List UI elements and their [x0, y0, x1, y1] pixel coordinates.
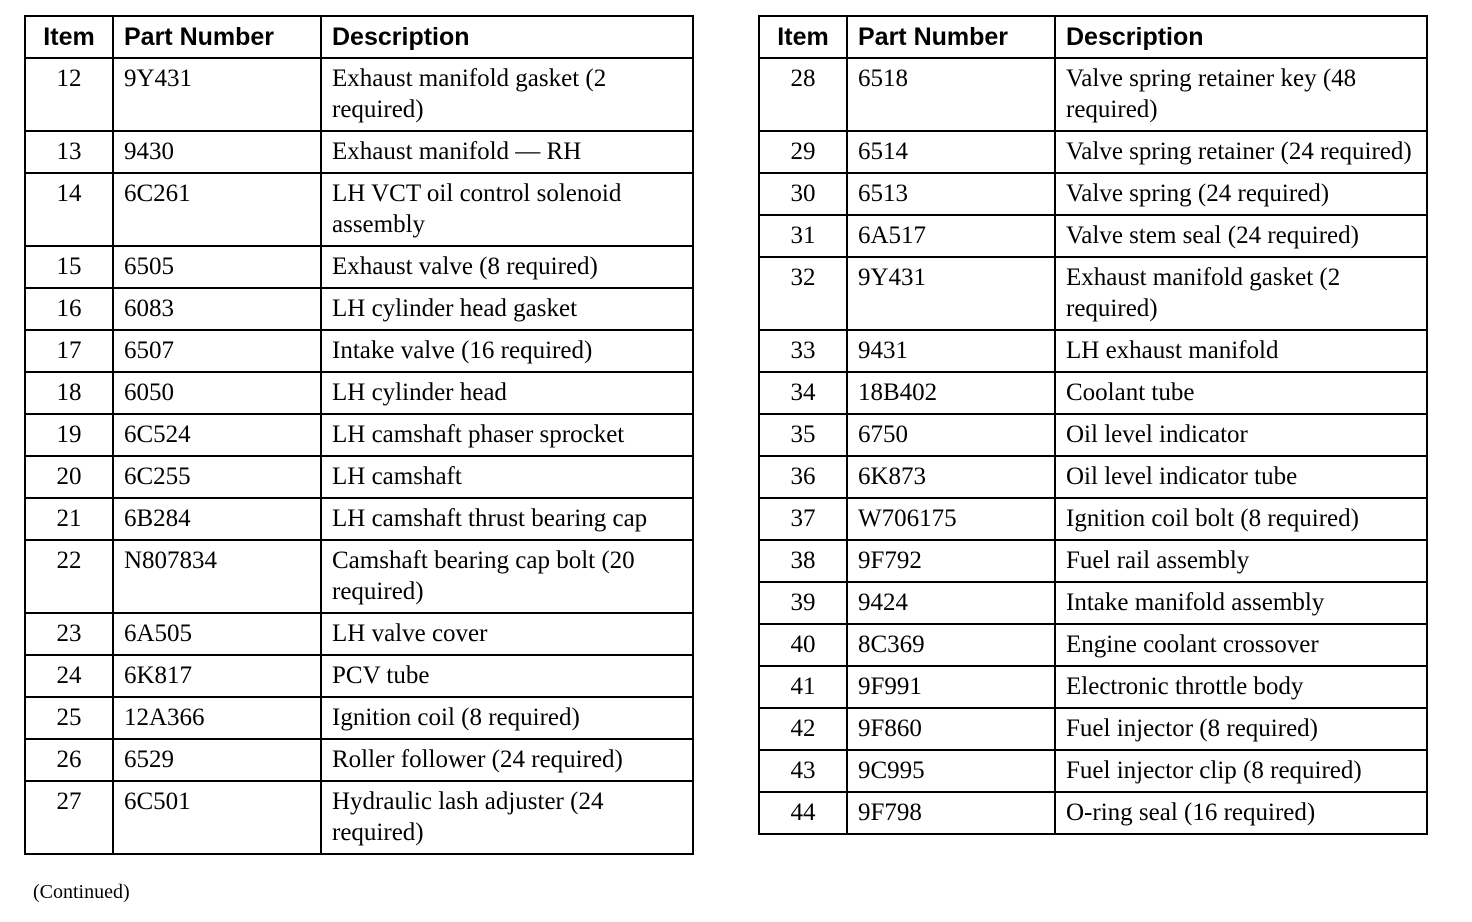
- table-row: [25, 414, 693, 456]
- table-row: [759, 330, 1427, 372]
- column-header-part-number: Part Number: [847, 16, 1055, 58]
- part-number-cell: 6C255: [113, 456, 321, 498]
- item-cell: 37: [759, 498, 847, 540]
- table-row: [759, 498, 1427, 540]
- item-cell: 19: [25, 414, 113, 456]
- item-cell: 25: [25, 697, 113, 739]
- description-cell: O-ring seal (16 required): [1055, 792, 1427, 834]
- item-cell: 38: [759, 540, 847, 582]
- item-cell: 22: [25, 540, 113, 613]
- description-cell: Fuel injector (8 required): [1055, 708, 1427, 750]
- item-cell: 17: [25, 330, 113, 372]
- description-cell: Ignition coil (8 required): [321, 697, 693, 739]
- description-cell: Valve stem seal (24 required): [1055, 215, 1427, 257]
- description-cell: LH valve cover: [321, 613, 693, 655]
- item-cell: 30: [759, 173, 847, 215]
- item-cell: 27: [25, 781, 113, 854]
- column-header-item: Item: [25, 16, 113, 58]
- part-number-cell: 6A505: [113, 613, 321, 655]
- table-header-row: [25, 16, 693, 58]
- item-cell: 40: [759, 624, 847, 666]
- item-cell: 36: [759, 456, 847, 498]
- table-row: [25, 498, 693, 540]
- item-cell: 12: [25, 58, 113, 131]
- column-header-part-number: Part Number: [113, 16, 321, 58]
- description-cell: LH cylinder head gasket: [321, 288, 693, 330]
- part-number-cell: 9430: [113, 131, 321, 173]
- item-cell: 44: [759, 792, 847, 834]
- table-row: [25, 173, 693, 246]
- description-cell: Electronic throttle body: [1055, 666, 1427, 708]
- table-row: [759, 131, 1427, 173]
- item-cell: 18: [25, 372, 113, 414]
- part-number-cell: 6513: [847, 173, 1055, 215]
- table-row: [25, 781, 693, 854]
- description-cell: Intake manifold assembly: [1055, 582, 1427, 624]
- item-cell: 42: [759, 708, 847, 750]
- description-cell: Valve spring (24 required): [1055, 173, 1427, 215]
- part-number-cell: 6C524: [113, 414, 321, 456]
- item-cell: 31: [759, 215, 847, 257]
- item-cell: 24: [25, 655, 113, 697]
- part-number-cell: 6B284: [113, 498, 321, 540]
- item-cell: 34: [759, 372, 847, 414]
- part-number-cell: 6083: [113, 288, 321, 330]
- description-cell: Exhaust manifold gasket (2 required): [321, 58, 693, 131]
- table-row: [759, 257, 1427, 330]
- part-number-cell: 9Y431: [847, 257, 1055, 330]
- continued-note: (Continued): [33, 881, 130, 903]
- table-row: [25, 540, 693, 613]
- item-cell: 15: [25, 246, 113, 288]
- table-row: [759, 456, 1427, 498]
- part-number-cell: 9424: [847, 582, 1055, 624]
- table-row: [759, 372, 1427, 414]
- description-cell: Valve spring retainer (24 required): [1055, 131, 1427, 173]
- item-cell: 29: [759, 131, 847, 173]
- description-cell: Valve spring retainer key (48 required): [1055, 58, 1427, 131]
- part-number-cell: 6750: [847, 414, 1055, 456]
- table-row: [25, 739, 693, 781]
- description-cell: Camshaft bearing cap bolt (20 required): [321, 540, 693, 613]
- description-cell: Roller follower (24 required): [321, 739, 693, 781]
- item-cell: 16: [25, 288, 113, 330]
- part-number-cell: 9F792: [847, 540, 1055, 582]
- description-cell: Oil level indicator tube: [1055, 456, 1427, 498]
- item-cell: 33: [759, 330, 847, 372]
- item-cell: 35: [759, 414, 847, 456]
- part-number-cell: 6505: [113, 246, 321, 288]
- table-row: [759, 173, 1427, 215]
- part-number-cell: 6K817: [113, 655, 321, 697]
- table-row: [25, 655, 693, 697]
- table-row: [25, 131, 693, 173]
- table-row: [25, 613, 693, 655]
- part-number-cell: 9F798: [847, 792, 1055, 834]
- description-cell: Fuel rail assembly: [1055, 540, 1427, 582]
- part-number-cell: 6050: [113, 372, 321, 414]
- description-cell: LH exhaust manifold: [1055, 330, 1427, 372]
- description-cell: Oil level indicator: [1055, 414, 1427, 456]
- description-cell: Engine coolant crossover: [1055, 624, 1427, 666]
- part-number-cell: 9C995: [847, 750, 1055, 792]
- part-number-cell: 6514: [847, 131, 1055, 173]
- part-number-cell: 9Y431: [113, 58, 321, 131]
- item-cell: 32: [759, 257, 847, 330]
- part-number-cell: 6C501: [113, 781, 321, 854]
- table-row: [759, 58, 1427, 131]
- description-cell: LH camshaft thrust bearing cap: [321, 498, 693, 540]
- parts-table-left: [24, 15, 694, 855]
- table-row: [25, 58, 693, 131]
- item-cell: 26: [25, 739, 113, 781]
- description-cell: Exhaust valve (8 required): [321, 246, 693, 288]
- item-cell: 14: [25, 173, 113, 246]
- table-row: [759, 540, 1427, 582]
- item-cell: 13: [25, 131, 113, 173]
- description-cell: Ignition coil bolt (8 required): [1055, 498, 1427, 540]
- description-cell: LH VCT oil control solenoid assembly: [321, 173, 693, 246]
- table-row: [759, 624, 1427, 666]
- column-header-item: Item: [759, 16, 847, 58]
- description-cell: Fuel injector clip (8 required): [1055, 750, 1427, 792]
- description-cell: LH cylinder head: [321, 372, 693, 414]
- table-row: [25, 246, 693, 288]
- part-number-cell: 9F860: [847, 708, 1055, 750]
- part-number-cell: 6529: [113, 739, 321, 781]
- part-number-cell: 6518: [847, 58, 1055, 131]
- item-cell: 39: [759, 582, 847, 624]
- part-number-cell: 6507: [113, 330, 321, 372]
- table-body-right: [759, 58, 1427, 834]
- table-body-left: [25, 58, 693, 854]
- table-row: [759, 666, 1427, 708]
- description-cell: Intake valve (16 required): [321, 330, 693, 372]
- part-number-cell: 12A366: [113, 697, 321, 739]
- part-number-cell: 8C369: [847, 624, 1055, 666]
- description-cell: PCV tube: [321, 655, 693, 697]
- description-cell: Exhaust manifold — RH: [321, 131, 693, 173]
- item-cell: 43: [759, 750, 847, 792]
- table-row: [759, 215, 1427, 257]
- table-row: [759, 414, 1427, 456]
- item-cell: 23: [25, 613, 113, 655]
- description-cell: LH camshaft: [321, 456, 693, 498]
- parts-table-right: [758, 15, 1428, 835]
- item-cell: 28: [759, 58, 847, 131]
- description-cell: Exhaust manifold gasket (2 required): [1055, 257, 1427, 330]
- column-header-description: Description: [321, 16, 693, 58]
- part-number-cell: 9F991: [847, 666, 1055, 708]
- table-row: [759, 750, 1427, 792]
- description-cell: Hydraulic lash adjuster (24 required): [321, 781, 693, 854]
- table-row: [25, 456, 693, 498]
- table-row: [759, 792, 1427, 834]
- description-cell: Coolant tube: [1055, 372, 1427, 414]
- item-cell: 20: [25, 456, 113, 498]
- part-number-cell: W706175: [847, 498, 1055, 540]
- table-row: [25, 288, 693, 330]
- column-header-description: Description: [1055, 16, 1427, 58]
- part-number-cell: 18B402: [847, 372, 1055, 414]
- table-header-row: [759, 16, 1427, 58]
- table-row: [759, 708, 1427, 750]
- item-cell: 41: [759, 666, 847, 708]
- table-row: [25, 697, 693, 739]
- table-row: [25, 330, 693, 372]
- part-number-cell: 6C261: [113, 173, 321, 246]
- part-number-cell: 6K873: [847, 456, 1055, 498]
- part-number-cell: 6A517: [847, 215, 1055, 257]
- table-row: [25, 372, 693, 414]
- item-cell: 21: [25, 498, 113, 540]
- part-number-cell: 9431: [847, 330, 1055, 372]
- part-number-cell: N807834: [113, 540, 321, 613]
- description-cell: LH camshaft phaser sprocket: [321, 414, 693, 456]
- table-row: [759, 582, 1427, 624]
